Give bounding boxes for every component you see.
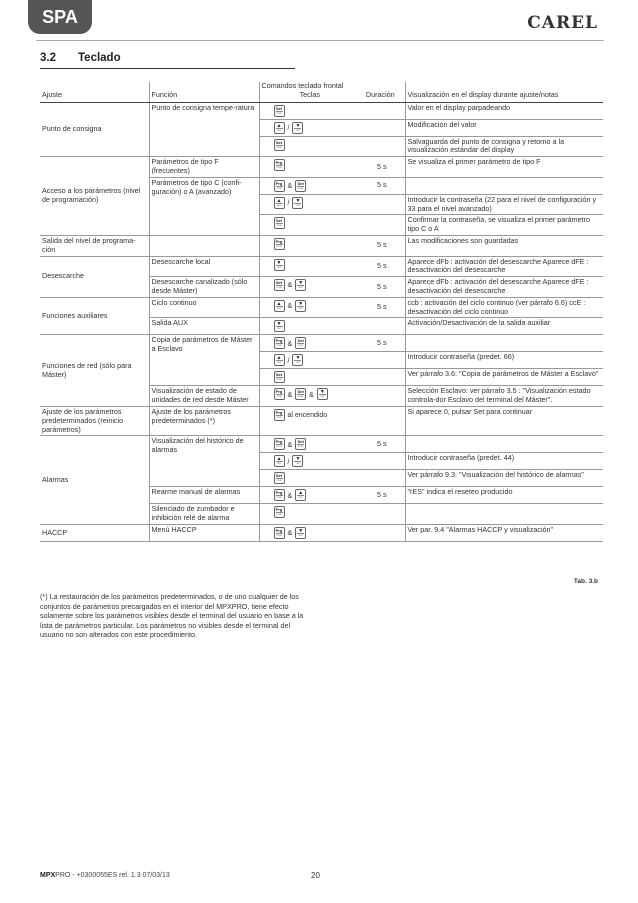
table-body xyxy=(40,102,603,541)
footer-doc xyxy=(40,872,170,879)
key-separator: & xyxy=(287,530,293,538)
cell-funcion: Visualización de estado de unidades de red desde Máster xyxy=(149,386,259,407)
cell-ajuste: HACCP xyxy=(40,524,149,541)
cell-teclas xyxy=(259,235,359,256)
table-row xyxy=(40,235,603,256)
cell-nota: Salvaguarda del punto de consigna y retorno a la visualización estándar del display xyxy=(405,136,603,157)
cell-nota: Ver párrafo 9.3: "Visualización del histórico de alarmas" xyxy=(405,470,603,487)
cell-funcion: Parámetros de tipo C (confi-guración) o A (avanzado) xyxy=(149,177,259,235)
cell-teclas xyxy=(259,335,359,352)
header-comandos xyxy=(259,82,405,102)
set-key-icon: Set mute xyxy=(274,105,285,117)
cell-teclas xyxy=(259,102,359,119)
cell-ajuste: Punto de consigna xyxy=(40,102,149,157)
cell-nota: Introducir la contraseña (22 para el nivel de configuración y 33 para el nivel avanzado) xyxy=(405,194,603,215)
section-title-text: Teclado xyxy=(78,52,121,64)
cell-duracion xyxy=(359,194,405,215)
prg-key-icon: Prg mute xyxy=(274,489,285,501)
down-key-icon: ▼ def xyxy=(295,527,306,539)
down-key-icon: ▼ def xyxy=(295,279,306,291)
prg-key-icon: Prg mute xyxy=(274,388,285,400)
cell-duracion xyxy=(359,215,405,236)
cell-nota: Ver párrafo 3.6: "Copia de parámetros de Máster a Esclavo" xyxy=(405,369,603,386)
key-separator: & xyxy=(287,302,293,310)
cell-nota: Confirmar la contraseña, se visualiza el primer parámetro tipo C o A xyxy=(405,215,603,236)
table-row xyxy=(40,524,603,541)
page-number: 20 xyxy=(311,871,320,880)
cell-duracion: 5 s xyxy=(359,335,405,352)
prg-key-icon: Prg mute xyxy=(274,506,285,518)
cell-ajuste: Alarmas xyxy=(40,436,149,525)
cell-funcion: Ajuste de los parámetros predeterminados (*) xyxy=(149,406,259,435)
cell-duracion xyxy=(359,453,405,470)
set-key-icon: Set mute xyxy=(274,472,285,484)
cell-nota: Aparece dFb : activación del desescarche Aparece dFE : desactivación del desescarche xyxy=(405,277,603,298)
cell-nota: Si aparece 0, pulsar Set para continuar xyxy=(405,406,603,435)
cell-teclas xyxy=(259,157,359,178)
cell-nota: Selección Esclavo: ver párrafo 3.5 : "Visualización estado controla-dor Esclavo del terminal del Máster". xyxy=(405,386,603,407)
cell-funcion xyxy=(149,235,259,256)
set-key-icon: Set mute xyxy=(295,388,306,400)
prg-key-icon: Prg mute xyxy=(274,180,285,192)
cell-ajuste: Funciones de red (sólo para Máster) xyxy=(40,335,149,407)
cell-duracion xyxy=(359,470,405,487)
set-key-icon: Set mute xyxy=(274,279,285,291)
header-visualizacion: Visualización en el display durante ajuste/notas xyxy=(405,82,603,102)
cell-teclas xyxy=(259,177,359,194)
section-number: 3.2 xyxy=(40,52,56,64)
cell-ajuste: Desescarche xyxy=(40,256,149,297)
key-separator: / xyxy=(287,458,290,466)
cell-nota xyxy=(405,504,603,525)
cell-teclas xyxy=(259,119,359,136)
cell-duracion xyxy=(359,406,405,435)
down-key-icon: ▼ def xyxy=(317,388,328,400)
cell-ajuste: Ajuste de los parámetros predeterminados (reinicio parámetros) xyxy=(40,406,149,435)
cell-teclas xyxy=(259,470,359,487)
key-separator: & xyxy=(287,282,293,290)
cell-teclas xyxy=(259,369,359,386)
up-key-icon: ▲ aux xyxy=(274,122,285,134)
cell-duracion xyxy=(359,369,405,386)
cell-nota: "rES" indica el reseteo producido xyxy=(405,487,603,504)
set-key-icon: Set mute xyxy=(274,139,285,151)
key-separator: / xyxy=(287,199,290,207)
header-ajuste: Ajuste xyxy=(40,82,149,102)
down-key-icon: ▼ def xyxy=(274,259,285,271)
prg-key-icon: Prg mute xyxy=(274,337,285,349)
table-reference: Tab. 3.b xyxy=(573,578,598,585)
cell-nota: Modificación del valor xyxy=(405,119,603,136)
prg-key-icon: Prg mute xyxy=(274,238,285,250)
footnote: (*) La restauración de los parámetros predeterminados, o de uno cualquier de los conjuntos de parámetros precargados en el interior del MPXPRO, tiene efecto solamente sobre los parámetros visibles desde el terminal del usuario en base a la lista de parámetros particular. Los parámetros no visibles desde el terminal del usuario no son alterados con este procedimiento. xyxy=(40,592,304,640)
set-key-icon: Set mute xyxy=(295,180,306,192)
cell-nota: Introducir contraseña (predet. 66) xyxy=(405,352,603,369)
cell-funcion: Punto de consigna tempe-ratura xyxy=(149,102,259,157)
cell-teclas xyxy=(259,194,359,215)
cell-teclas xyxy=(259,352,359,369)
cell-funcion: Ciclo continuo xyxy=(149,297,259,318)
cell-duracion: 5 s xyxy=(359,436,405,453)
table-row xyxy=(40,256,603,277)
cell-duracion xyxy=(359,352,405,369)
cell-teclas xyxy=(259,504,359,525)
up-key-icon: ▲ aux xyxy=(274,455,285,467)
cell-duracion xyxy=(359,136,405,157)
cell-teclas xyxy=(259,297,359,318)
cell-nota xyxy=(405,335,603,352)
cell-teclas xyxy=(259,215,359,236)
header-rule xyxy=(36,40,604,41)
table-row xyxy=(40,157,603,178)
key-separator: / xyxy=(287,124,290,132)
cell-ajuste: Funciones auxiliares xyxy=(40,297,149,335)
cell-duracion xyxy=(359,119,405,136)
down-key-icon: ▼ def xyxy=(292,455,303,467)
cell-teclas xyxy=(259,256,359,277)
prg-key-icon: Prg mute xyxy=(274,159,285,171)
cell-nota: Introducir contraseña (predet. 44) xyxy=(405,453,603,470)
cell-duracion xyxy=(359,386,405,407)
cell-funcion: Silenciado de zumbador e inhibición relé de alarma xyxy=(149,504,259,525)
cell-funcion: Copia de parámetros de Máster a Esclavo xyxy=(149,335,259,386)
table-row xyxy=(40,335,603,352)
cell-nota xyxy=(405,436,603,453)
cell-nota: Aparece dFb : activación del desescarche Aparece dFE : desactivación del desescarche xyxy=(405,256,603,277)
set-key-icon: Set mute xyxy=(295,337,306,349)
table-row xyxy=(40,436,603,453)
cell-duracion: 5 s xyxy=(359,235,405,256)
cell-teclas xyxy=(259,436,359,453)
prg-key-icon: Prg mute xyxy=(274,409,285,421)
down-key-icon: ▼ def xyxy=(295,300,306,312)
cell-nota: Se visualiza el primer parámetro de tipo F xyxy=(405,157,603,178)
cell-nota: Ver par. 9.4 "Alarmas HACCP y visualización" xyxy=(405,524,603,541)
table-row xyxy=(40,102,603,119)
cell-duracion: 5 s xyxy=(359,487,405,504)
cell-teclas xyxy=(259,524,359,541)
prg-key-icon: Prg mute xyxy=(274,438,285,450)
footer-doc-text: PRO - +0300055ES rel. 1.3 07/03/13 xyxy=(55,872,170,879)
header-teclas: Teclas xyxy=(299,89,320,99)
header-duracion: Duración xyxy=(365,89,395,99)
down-key-icon: ▼ def xyxy=(274,320,285,332)
footer-product: MPX xyxy=(40,872,56,879)
cell-teclas xyxy=(259,318,359,335)
cell-teclas xyxy=(259,487,359,504)
down-key-icon: ▼ def xyxy=(292,122,303,134)
cell-duracion xyxy=(359,102,405,119)
cell-duracion: 5 s xyxy=(359,256,405,277)
cell-funcion: Desescarche canalizado (sólo desde Máster) xyxy=(149,277,259,298)
cell-funcion: Salida AUX xyxy=(149,318,259,335)
set-key-icon: Set mute xyxy=(295,438,306,450)
set-key-icon: Set mute xyxy=(274,371,285,383)
section-title xyxy=(40,52,121,64)
cell-duracion xyxy=(359,318,405,335)
header-comandos-label: Comandos teclado frontal xyxy=(261,81,344,90)
key-separator: / xyxy=(287,357,290,365)
cell-nota xyxy=(405,177,603,194)
cell-duracion: 5 s xyxy=(359,297,405,318)
key-separator: & xyxy=(287,340,293,348)
up-key-icon: ▲ aux xyxy=(274,197,285,209)
cell-funcion: Desescarche local xyxy=(149,256,259,277)
cell-nota: Las modificaciones son guardadas xyxy=(405,235,603,256)
down-key-icon: ▼ def xyxy=(292,197,303,209)
up-key-icon: ▲ aux xyxy=(274,300,285,312)
cell-duracion xyxy=(359,524,405,541)
cell-funcion: Parámetros de tipo F (frecuentes) xyxy=(149,157,259,178)
cell-nota: Activación/Desactivación de la salida auxiliar xyxy=(405,318,603,335)
set-key-icon: Set mute xyxy=(274,217,285,229)
cell-teclas xyxy=(259,453,359,470)
key-separator: & xyxy=(287,441,293,449)
cell-nota: Valor en el display parpadeando xyxy=(405,102,603,119)
cell-funcion: Menú HACCP xyxy=(149,524,259,541)
key-note: al encendido xyxy=(287,412,328,420)
key-separator: & xyxy=(287,492,293,500)
title-rule xyxy=(40,68,295,69)
cell-duracion xyxy=(359,504,405,525)
up-key-icon: ▲ aux xyxy=(295,489,306,501)
key-separator: & xyxy=(309,391,314,399)
cell-ajuste: Salida del nivel de programa-ción xyxy=(40,235,149,256)
cell-duracion: 5 s xyxy=(359,177,405,194)
cell-teclas xyxy=(259,136,359,157)
cell-nota: ccb : activación del ciclo continuo (ver párrafo 6.6) ccE : desactivación del ciclo continuo xyxy=(405,297,603,318)
table-row xyxy=(40,297,603,318)
header-funcion: Función xyxy=(149,82,259,102)
cell-teclas xyxy=(259,406,359,435)
prg-key-icon: Prg mute xyxy=(274,527,285,539)
carel-logo: CAREL xyxy=(527,13,598,33)
down-key-icon: ▼ def xyxy=(292,354,303,366)
cell-teclas xyxy=(259,277,359,298)
cell-duracion: 5 s xyxy=(359,157,405,178)
cell-funcion: Visualización del histórico de alarmas xyxy=(149,436,259,487)
keyboard-table xyxy=(40,82,603,542)
table-row xyxy=(40,406,603,435)
up-key-icon: ▲ aux xyxy=(274,354,285,366)
language-tab: SPA xyxy=(28,0,92,34)
cell-funcion: Rearme manual de alarmas xyxy=(149,487,259,504)
key-separator: & xyxy=(287,182,293,190)
cell-teclas xyxy=(259,386,359,407)
key-separator: & xyxy=(287,391,293,399)
cell-duracion: 5 s xyxy=(359,277,405,298)
cell-ajuste: Acceso a los parámetros (nivel de programación) xyxy=(40,157,149,236)
